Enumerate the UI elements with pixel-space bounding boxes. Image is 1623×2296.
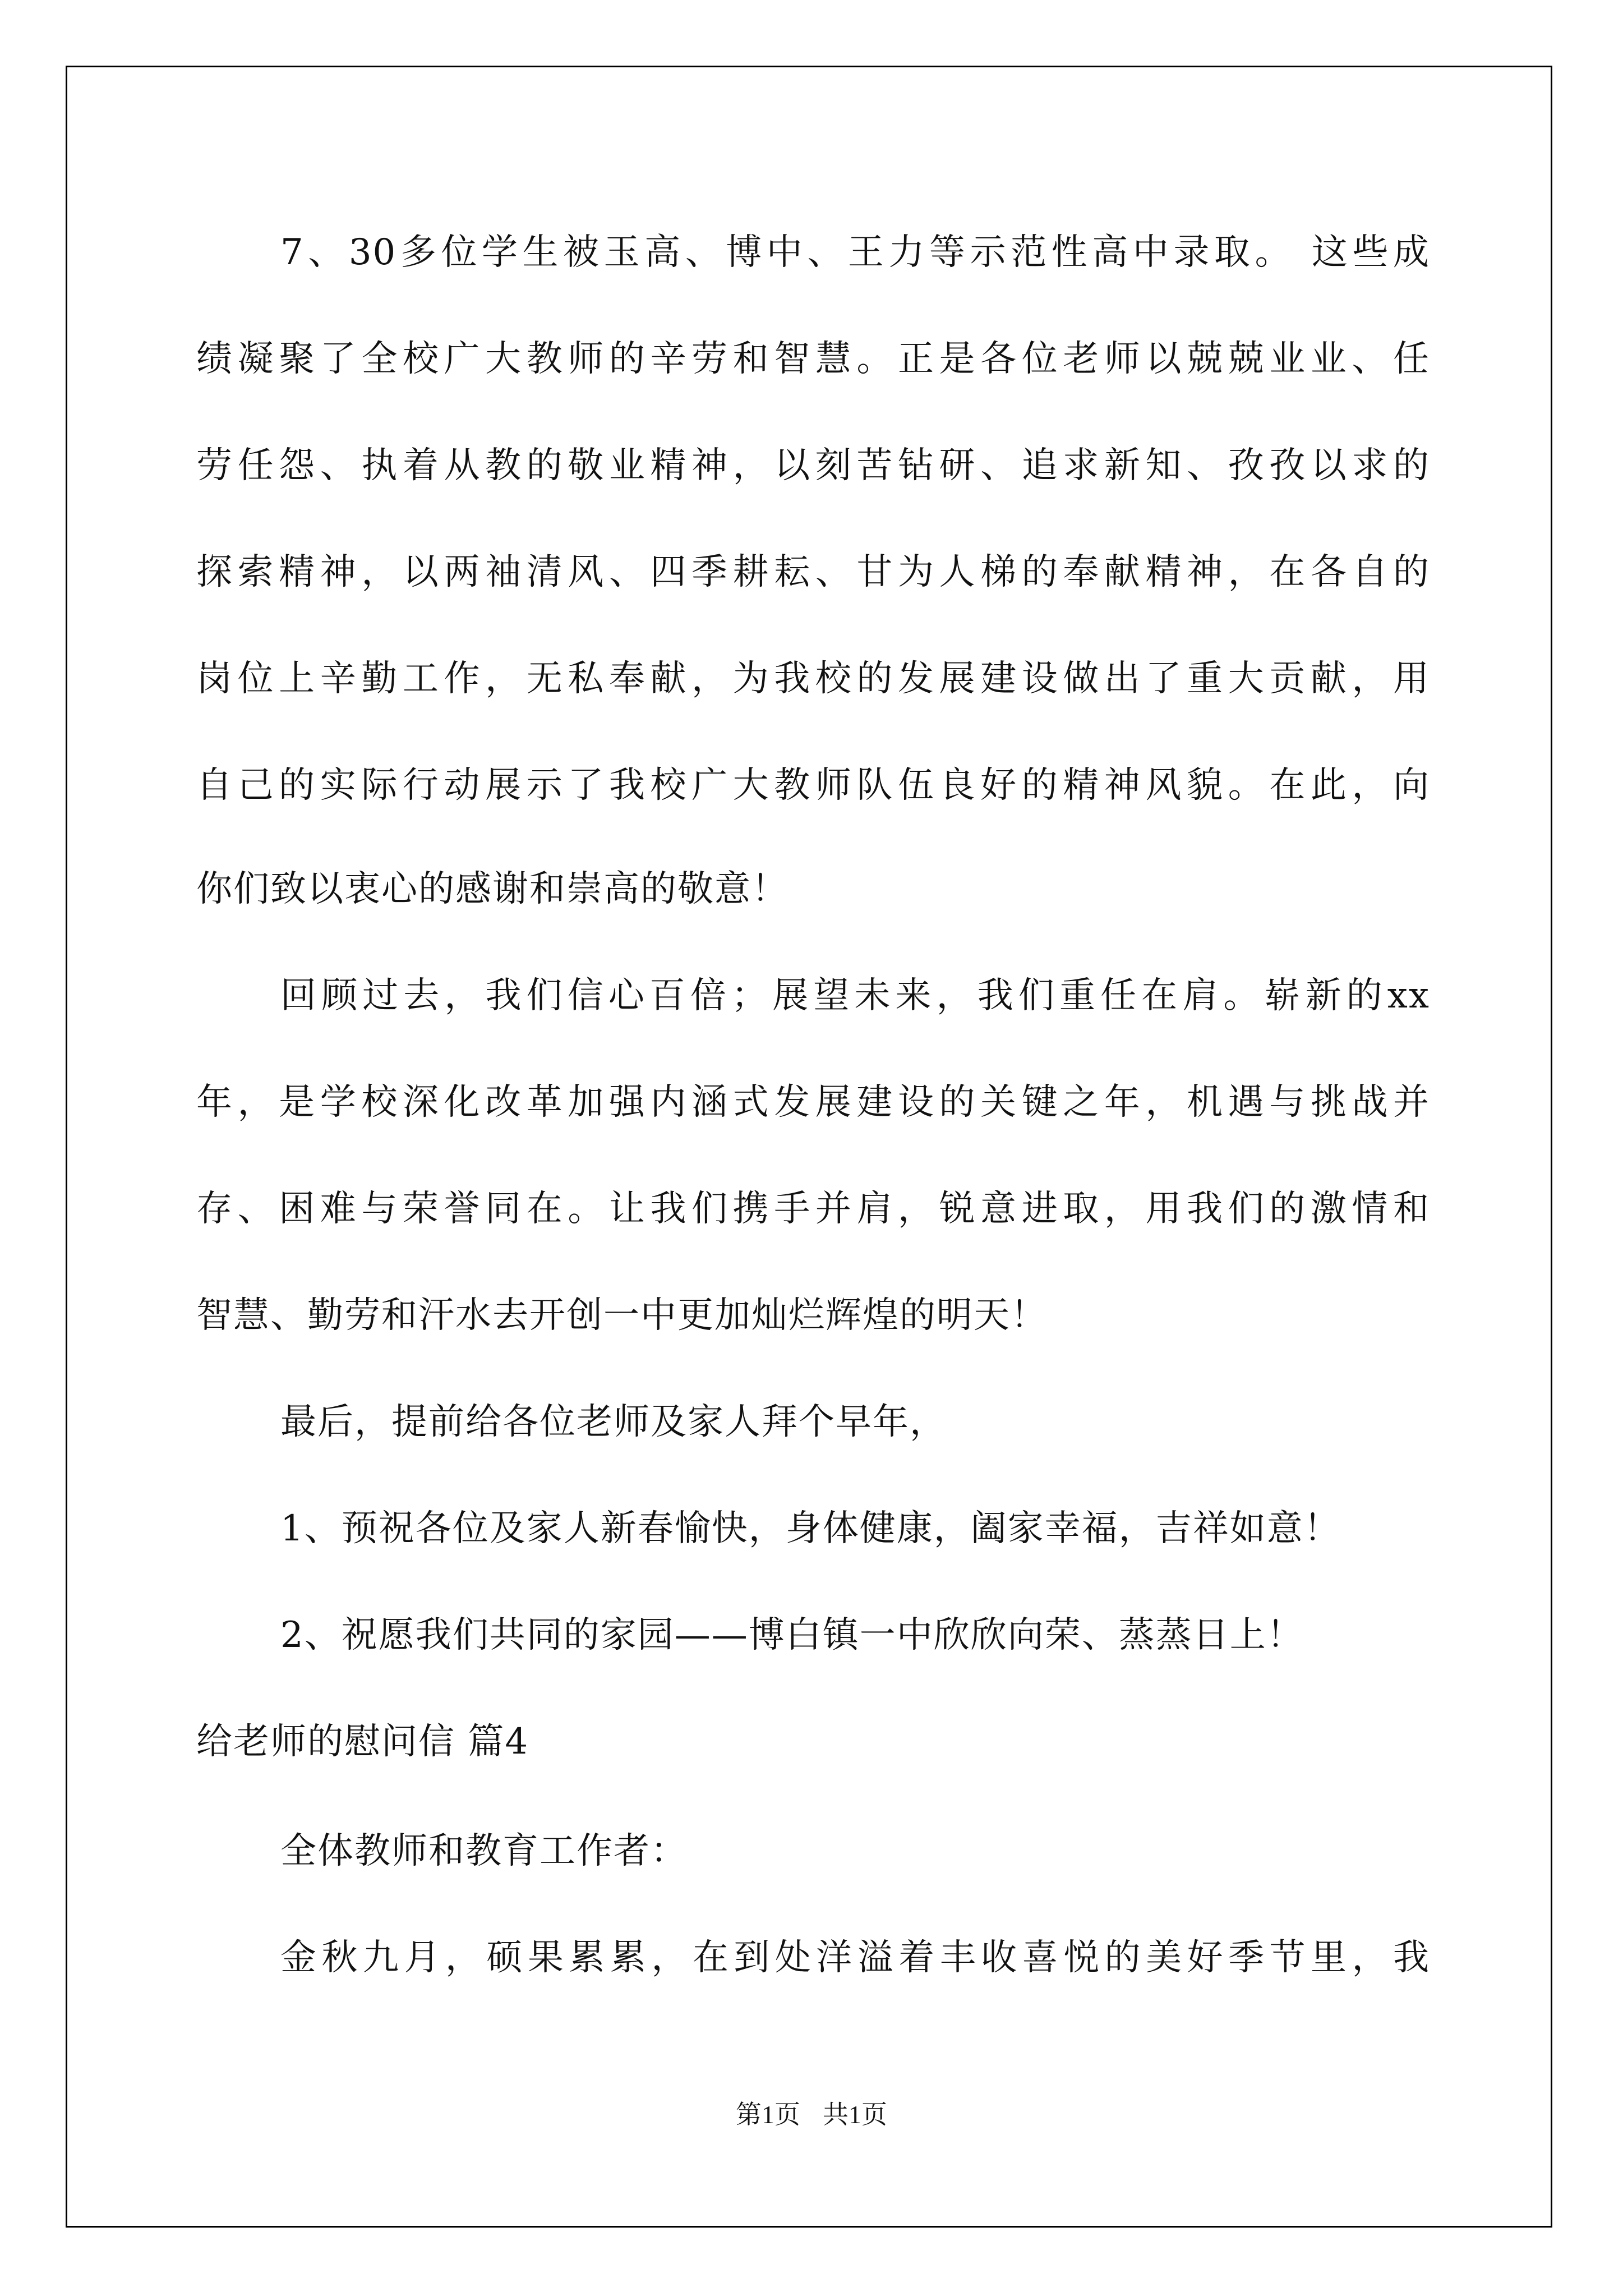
paragraph-line: 你们致以衷心的感谢和崇高的敬意！ xyxy=(196,868,789,910)
section-heading: 给老师的慰问信 篇4 xyxy=(196,1721,529,1763)
page-border xyxy=(66,66,1552,2228)
paragraph-line: 7、30多位学生被玉高、博中、王力等示范性高中录取。 这些成 xyxy=(280,232,1430,273)
page-total: 共1页 xyxy=(823,2100,887,2129)
paragraph-line: 自己的实际行动展示了我校广大教师队伍良好的精神风貌。在此，向 xyxy=(196,765,1430,806)
paragraph-line: 智慧、勤劳和汗水去开创一中更加灿烂辉煌的明天！ xyxy=(196,1295,1048,1336)
page-footer xyxy=(0,2098,1623,2132)
paragraph-line: 存、困难与荣誉同在。让我们携手并肩，锐意进取，用我们的激情和 xyxy=(196,1188,1430,1230)
paragraph-line: 探索精神，以两袖清风、四季耕耘、甘为人梯的奉献精神，在各自的 xyxy=(196,551,1430,593)
page-number: 第1页 xyxy=(736,2100,800,2129)
paragraph-line: 最后，提前给各位老师及家人拜个早年， xyxy=(280,1401,947,1443)
paragraph-line: 2、祝愿我们共同的家园——博白镇一中欣欣向荣、蒸蒸日上！ xyxy=(280,1614,1304,1656)
paragraph-line: 回顾过去，我们信心百倍；展望未来，我们重任在肩。崭新的xx xyxy=(280,975,1430,1016)
paragraph-line: 年，是学校深化改革加强内涵式发展建设的关键之年，机遇与挑战并 xyxy=(196,1082,1430,1123)
paragraph-line: 劳任怨、执着从教的敬业精神，以刻苦钻研、追求新知、孜孜以求的 xyxy=(196,445,1430,486)
paragraph-line: 1、预祝各位及家人新春愉快，身体健康，阖家幸福，吉祥如意！ xyxy=(280,1508,1341,1549)
paragraph-line: 金秋九月，硕果累累，在到处洋溢着丰收喜悦的美好季节里，我 xyxy=(280,1937,1430,1978)
paragraph-line: 岗位上辛勤工作，无私奉献，为我校的发展建设做出了重大贡献，用 xyxy=(196,658,1430,700)
salutation: 全体教师和教育工作者： xyxy=(280,1830,688,1872)
paragraph-line: 绩凝聚了全校广大教师的辛劳和智慧。正是各位老师以兢兢业业、任 xyxy=(196,338,1430,380)
